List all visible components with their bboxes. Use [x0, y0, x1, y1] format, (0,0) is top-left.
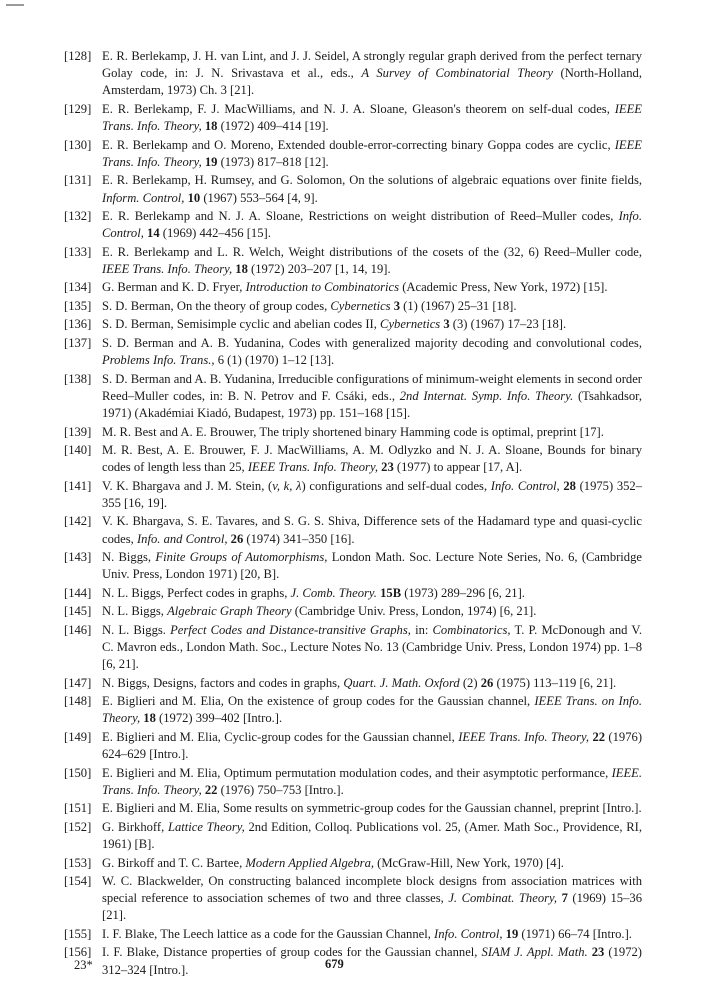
reference-title-italic: Info. Control,	[102, 209, 642, 241]
reference-text	[102, 335, 642, 369]
reference-number: [128]	[64, 49, 92, 63]
reference-text-run: (1972) 399–402 [Intro.].	[155, 711, 283, 726]
reference-text-run: G. Birkhoff,	[102, 819, 168, 834]
reference-text	[102, 549, 642, 583]
reference-entry	[64, 172, 642, 206]
reference-volume: 18	[235, 261, 248, 276]
reference-text-run: V. K. Bhargava, S. E. Tavares, and S. G. S. Shiva, Difference sets of the Hadamard type and quasi-cyclic codes,	[102, 514, 642, 546]
reference-number: [131]	[64, 173, 92, 188]
reference-list	[64, 48, 642, 980]
reference-title-italic: 2nd Internat. Symp. Info. Theory.	[399, 388, 574, 403]
reference-text-run: G. Berman and K. D. Fryer,	[102, 280, 246, 295]
reference-number: [138]	[64, 371, 92, 386]
reference-title-italic: Algebraic Graph Theory	[167, 604, 292, 619]
reference-number: [139]	[64, 424, 92, 439]
reference-text	[102, 244, 642, 278]
reference-number: [140]	[64, 443, 92, 458]
reference-title-italic: IEEE Trans. Info. Theory,	[102, 137, 642, 169]
reference-entry	[64, 800, 642, 817]
reference-title-italic: A Survey of Combinatorial Theory	[361, 66, 553, 81]
reference-number: [146]	[64, 622, 92, 637]
reference-text	[102, 424, 642, 441]
reference-text-run: 2nd Edition, Colloq. Publications vol. 25, (Amer. Math Soc., Providence, RI, 1961) [B].	[102, 819, 642, 852]
reference-text-run: (1) (1967) 25–31 [18].	[400, 298, 517, 313]
reference-number: [155]	[64, 926, 92, 941]
reference-text-run: (1972) 409–414 [19].	[217, 119, 329, 134]
reference-title-italic: Inform. Control,	[102, 190, 185, 205]
reference-number: [129]	[64, 101, 92, 116]
reference-text	[102, 693, 642, 727]
reference-title-italic: Modern Applied Algebra,	[245, 855, 375, 870]
reference-text-run: (1976) 624–629 [Intro.].	[102, 729, 643, 762]
reference-entry	[64, 298, 642, 315]
reference-volume: 19	[204, 154, 218, 169]
reference-text-run: N. L. Biggs,	[102, 604, 168, 619]
reference-text	[102, 513, 642, 547]
reference-text	[102, 478, 642, 512]
reference-text-run: I. F. Blake, Distance properties of group codes for the Gaussian channel,	[102, 945, 482, 960]
reference-entry	[64, 478, 642, 512]
reference-volume: 19	[505, 926, 519, 941]
reference-number: [145]	[64, 604, 92, 619]
reference-entry	[64, 316, 642, 333]
reference-entry	[64, 279, 642, 296]
reference-text	[102, 172, 642, 206]
reference-entry	[64, 424, 642, 441]
reference-text-run: W. C. Blackwelder, On constructing balanced incomplete block designs from association matrices with special reference to association schemes of two and three classes,	[102, 874, 642, 906]
reference-entry	[64, 944, 642, 978]
reference-number: [141]	[64, 478, 92, 493]
reference-title-italic: Introduction to Combinatorics	[245, 280, 400, 295]
reference-volume: 26	[480, 675, 494, 690]
reference-text-run: (1967) 553–564 [4, 9].	[200, 190, 318, 205]
reference-text	[102, 675, 642, 692]
reference-text-run: S. D. Berman, Semisimple cyclic and abelian codes II,	[102, 317, 381, 332]
reference-entry	[64, 926, 642, 943]
reference-text-run: M. R. Best, A. E. Brouwer, F. J. MacWilliams, A. M. Odlyzko and N. J. A. Sloane, Bounds for binary codes of length less than 25,	[102, 443, 642, 475]
reference-text-run: E. R. Berlekamp and N. J. A. Sloane, Restrictions on weight distribution of Reed–Muller codes,	[102, 209, 619, 224]
reference-title-italic: Problems Info. Trans.,	[102, 353, 215, 368]
reference-text	[102, 819, 642, 853]
reference-text-run: London Math. Soc. Lecture Note Series, No. 6, (Cambridge Univ. Press, London 1971) [20, B].	[102, 550, 642, 582]
reference-title-italic: IEEE Trans. on Info. Theory,	[102, 694, 642, 726]
reference-entry	[64, 513, 642, 547]
reference-text-run: (1972) 312–324 [Intro.].	[102, 945, 642, 977]
reference-entry	[64, 765, 642, 799]
reference-text-run: G. Birkoff and T. C. Bartee,	[102, 855, 246, 870]
reference-number: [143]	[64, 550, 92, 565]
reference-title-italic: Info. Control,	[490, 478, 560, 493]
reference-text	[102, 603, 642, 620]
reference-volume: 3	[443, 317, 450, 332]
reference-title-italic: Info. and Control,	[136, 531, 228, 546]
reference-text-run: E. R. Berlekamp, F. J. MacWilliams, and N. J. A. Sloane, Gleason's theorem on self-dual codes,	[102, 101, 615, 116]
reference-entry	[64, 244, 642, 278]
reference-entry	[64, 819, 642, 853]
reference-text	[102, 316, 642, 333]
reference-title-italic: Finite Groups of Automorphisms,	[155, 550, 328, 565]
reference-text	[102, 442, 642, 476]
reference-text-run: E. R. Berlekamp and O. Moreno, Extended double-error-correcting binary Goppa codes are cyclic,	[102, 137, 615, 152]
reference-text	[102, 298, 642, 315]
reference-text-run: I. F. Blake, The Leech lattice as a code for the Gaussian Channel,	[102, 926, 435, 941]
reference-entry	[64, 48, 642, 100]
reference-entry	[64, 549, 642, 583]
reference-entry	[64, 137, 642, 171]
reference-text	[102, 926, 642, 943]
reference-text	[102, 48, 642, 100]
reference-title-italic: J. Comb. Theory.	[290, 585, 377, 600]
reference-text-run: E. Biglieri and M. Elia, Optimum permutation modulation codes, and their asymptotic performance,	[102, 765, 612, 780]
reference-title-italic: SIAM J. Appl. Math.	[481, 945, 588, 960]
reference-number: [147]	[64, 675, 92, 690]
reference-text-run: (2)	[459, 675, 481, 690]
reference-text	[102, 208, 642, 242]
reference-text	[102, 873, 642, 925]
reference-number: [151]	[64, 801, 92, 816]
reference-volume: 10	[187, 190, 201, 205]
reference-volume: 26	[230, 531, 244, 546]
reference-number: [134]	[64, 280, 92, 295]
reference-text-run: (McGraw-Hill, New York, 1970) [4].	[374, 855, 564, 870]
reference-number: [149]	[64, 729, 92, 744]
reference-number: [133]	[64, 244, 92, 259]
reference-title-italic: Info. Control,	[434, 926, 503, 941]
reference-text-run: (1969) 15–36 [21].	[102, 891, 642, 923]
reference-number: [136]	[64, 317, 92, 332]
reference-entry	[64, 208, 642, 242]
reference-text-run: E. Biglieri and M. Elia, Cyclic-group codes for the Gaussian channel,	[102, 729, 459, 744]
reference-title-italic: IEEE Trans. Info. Theory,	[102, 101, 642, 134]
reference-volume: 23	[591, 945, 605, 960]
page-number: 679	[325, 957, 344, 971]
reference-entry	[64, 442, 642, 476]
reference-text-run: (1969) 442–456 [15].	[159, 226, 271, 241]
reference-text-run: S. D. Berman and A. B. Yudanina, Codes with generalized majority decoding and convolutional codes,	[102, 335, 642, 350]
reference-text-run: M. R. Best and A. E. Brouwer, The triply shortened binary Hamming code is optimal, preprint [17].	[102, 424, 604, 439]
reference-text	[102, 765, 642, 799]
reference-volume: 7	[561, 891, 568, 906]
reference-text	[102, 729, 642, 763]
reference-number: [148]	[64, 694, 92, 709]
reference-text-run: S. D. Berman, On the theory of group codes,	[102, 298, 331, 313]
reference-title-italic: IEEE. Trans. Info. Theory,	[102, 765, 642, 797]
reference-text-run: (1974) 341–350 [16].	[243, 531, 355, 546]
reference-text-run: (Tsahkadsor, 1971) (Akadémiai Kiadó, Budapest, 1973) pp. 151–168 [15].	[102, 388, 642, 421]
reference-number: [142]	[64, 514, 92, 529]
reference-volume: 15B	[380, 585, 402, 600]
reference-text-run: (1975) 113–119 [6, 21].	[493, 675, 617, 690]
reference-entry	[64, 675, 642, 692]
reference-entry	[64, 585, 642, 602]
reference-text-run: (1972) 203–207 [1, 14, 19].	[247, 261, 391, 276]
reference-text-run: (1973) 289–296 [6, 21].	[401, 585, 525, 600]
reference-title-italic: IEEE Trans. Info. Theory,	[247, 460, 378, 475]
reference-text-run: (1976) 750–753 [Intro.].	[217, 782, 344, 797]
reference-number: [150]	[64, 765, 92, 780]
reference-volume: 18	[204, 119, 218, 134]
reference-text-run: N. Biggs, Designs, factors and codes in graphs,	[102, 675, 344, 690]
reference-title-italic: IEEE Trans. Info. Theory,	[458, 729, 590, 744]
reference-text-run: E. R. Berlekamp, J. H. van Lint, and J. J. Seidel, A strongly regular graph derived from the perfect ternary Golay code, in: J. N. Srivastava et al., eds.,	[102, 49, 642, 81]
reference-volume: 22	[204, 782, 218, 797]
reference-title-italic: Quart. J. Math. Oxford	[343, 675, 460, 690]
reference-volume: 28	[563, 478, 576, 493]
reference-title-italic: Combinatorics,	[432, 622, 511, 637]
reference-entry	[64, 855, 642, 872]
reference-entry	[64, 371, 642, 423]
reference-title-italic: IEEE Trans. Info. Theory,	[102, 261, 233, 276]
reference-text	[102, 855, 642, 872]
scan-artifact	[6, 4, 24, 6]
reference-title-italic: J. Combinat. Theory,	[448, 891, 558, 906]
reference-text-run: (1975) 352–355 [16, 19].	[102, 478, 643, 510]
reference-text-run: N. L. Biggs, Perfect codes in graphs,	[102, 585, 291, 600]
reference-volume: 14	[147, 226, 160, 241]
reference-entry	[64, 335, 642, 369]
reference-volume: 22	[592, 729, 606, 744]
reference-text-run: T. P. McDonough and V. C. Mavron eds., London Math. Soc., Lecture Notes No. 13 (Cambridge Univ. Press, London 1974) pp. 1–8 [6, 21].	[102, 622, 642, 672]
reference-text	[102, 371, 642, 423]
reference-text-run: (1971) 66–74 [Intro.].	[518, 926, 632, 941]
reference-title-italic: Cybernetics	[380, 317, 441, 332]
reference-text-run: (1977) to appear [17, A].	[393, 460, 523, 475]
reference-text	[102, 944, 642, 978]
reference-text-run: (Cambridge Univ. Press, London, 1974) [6, 21].	[291, 604, 537, 619]
reference-number: [130]	[64, 137, 92, 152]
reference-text-run: E. R. Berlekamp, H. Rumsey, and G. Solomon, On the solutions of algebraic equations over finite fields,	[102, 173, 642, 188]
reference-title-italic: Perfect Codes and Distance-transitive Graphs,	[170, 622, 411, 637]
reference-text-run: 6 (1) (1970) 1–12 [13].	[214, 353, 335, 368]
reference-text-run: in:	[410, 622, 433, 637]
reference-number: [153]	[64, 855, 92, 870]
reference-text-run: (Academic Press, New York, 1972) [15].	[399, 280, 608, 295]
reference-text-run: E. Biglieri and M. Elia, Some results on symmetric-group codes for the Gaussian channel, preprint [Intro.].	[102, 801, 642, 816]
reference-text-run: N. Biggs,	[102, 550, 156, 565]
reference-number: [144]	[64, 585, 92, 600]
reference-text-run: (North-Holland, Amsterdam, 1973) Ch. 3 [21].	[102, 66, 642, 98]
reference-number: [137]	[64, 335, 92, 350]
reference-entry	[64, 603, 642, 620]
reference-text	[102, 800, 642, 817]
reference-number: [152]	[64, 819, 92, 834]
reference-volume: 3	[393, 298, 401, 313]
reference-text-run: E. R. Berlekamp and L. R. Welch, Weight distributions of the cosets of the (32, 6) Reed–Muller code,	[102, 244, 642, 259]
reference-text-run: (1973) 817–818 [12].	[217, 154, 329, 169]
reference-entry	[64, 873, 642, 925]
reference-number: [154]	[64, 874, 92, 889]
reference-entry	[64, 729, 642, 763]
reference-volume: 18	[143, 711, 156, 726]
reference-title-italic: v, k, λ	[272, 478, 302, 493]
reference-text-run: N. L. Biggs.	[102, 622, 171, 637]
reference-title-italic: Cybernetics	[330, 298, 391, 313]
reference-entry	[64, 101, 642, 135]
reference-text	[102, 585, 642, 602]
reference-text-run: V. K. Bhargava and J. M. Stein, (	[102, 478, 273, 493]
reference-text-run: E. Biglieri and M. Elia, On the existence of group codes for the Gaussian channel,	[102, 694, 535, 709]
reference-entry	[64, 622, 642, 674]
reference-text-run: ) configurations and self-dual codes,	[301, 478, 491, 493]
reference-text	[102, 622, 642, 674]
reference-entry	[64, 693, 642, 727]
reference-number: [135]	[64, 298, 92, 313]
reference-text-run: (3) (1967) 17–23 [18].	[449, 317, 567, 332]
reference-text	[102, 279, 642, 296]
reference-text-run: S. D. Berman and A. B. Yudanina, Irreducible configurations of minimum-weight elements in second order Reed–Muller codes, in: B. N. Petrov and F. Csáki, eds.,	[102, 371, 642, 403]
reference-text	[102, 137, 642, 171]
reference-title-italic: Lattice Theory,	[167, 819, 245, 834]
reference-number: [156]	[64, 945, 92, 960]
reference-volume: 23	[381, 460, 394, 475]
signature-mark: 23*	[74, 958, 93, 972]
reference-number: [132]	[64, 209, 92, 224]
reference-text	[102, 101, 642, 135]
